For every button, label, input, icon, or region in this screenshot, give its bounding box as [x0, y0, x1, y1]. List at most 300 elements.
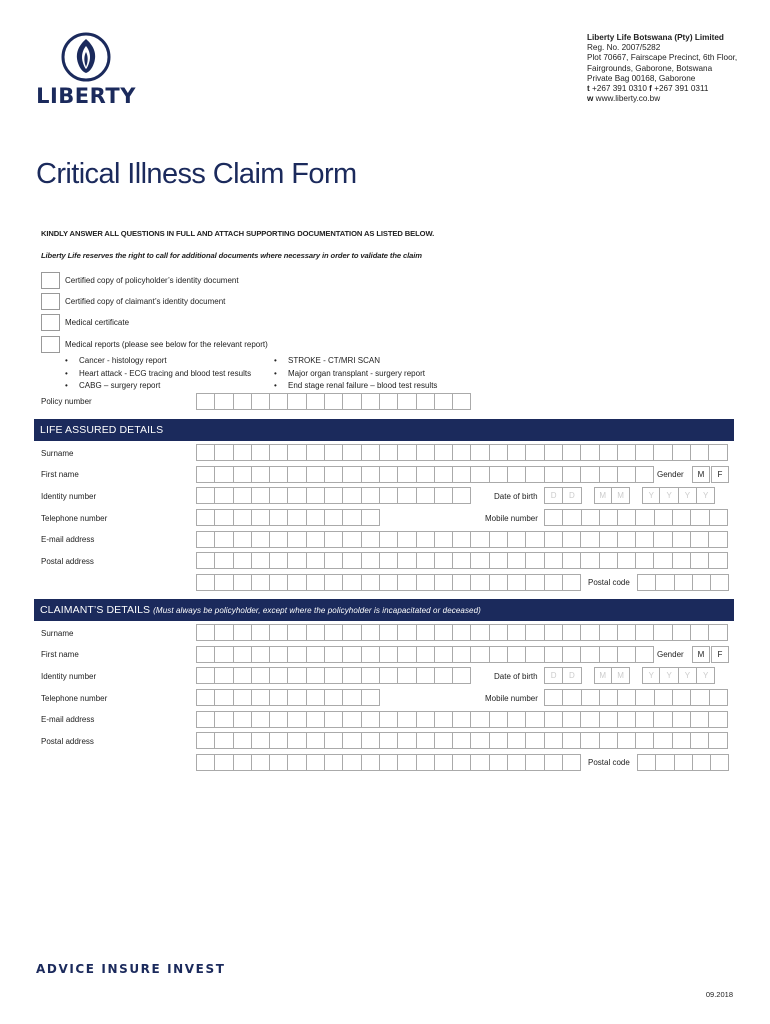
- input-cell[interactable]: [343, 646, 361, 663]
- input-cell[interactable]: [362, 711, 380, 728]
- input-cell[interactable]: [545, 574, 563, 591]
- input-cell[interactable]: [581, 466, 599, 483]
- input-cell[interactable]: [654, 444, 672, 461]
- input-cell[interactable]: [673, 531, 691, 548]
- input-cell[interactable]: [673, 689, 691, 706]
- input-cell[interactable]: [636, 466, 654, 483]
- input-cell[interactable]: [471, 552, 489, 569]
- dob-cell[interactable]: D: [563, 667, 581, 684]
- dob-cell[interactable]: M: [612, 667, 630, 684]
- input-cell[interactable]: [581, 444, 599, 461]
- input-cell[interactable]: [636, 646, 654, 663]
- input-cell[interactable]: [325, 732, 343, 749]
- la-postal-code-field[interactable]: [637, 574, 729, 591]
- input-cell[interactable]: [563, 552, 581, 569]
- input-cell[interactable]: [307, 646, 325, 663]
- input-cell[interactable]: [252, 466, 270, 483]
- input-cell[interactable]: [471, 624, 489, 641]
- input-cell[interactable]: [490, 732, 508, 749]
- input-cell[interactable]: [675, 574, 693, 591]
- input-cell[interactable]: [234, 531, 252, 548]
- input-cell[interactable]: [508, 444, 526, 461]
- input-cell[interactable]: [545, 689, 563, 706]
- input-cell[interactable]: [654, 531, 672, 548]
- input-cell[interactable]: [709, 711, 727, 728]
- input-cell[interactable]: [490, 754, 508, 771]
- dob-cell[interactable]: D: [545, 667, 563, 684]
- input-cell[interactable]: [545, 466, 563, 483]
- input-cell[interactable]: [288, 646, 306, 663]
- input-cell[interactable]: [380, 732, 398, 749]
- input-cell[interactable]: [435, 531, 453, 548]
- input-cell[interactable]: [307, 466, 325, 483]
- input-cell[interactable]: [453, 466, 471, 483]
- input-cell[interactable]: [270, 667, 288, 684]
- input-cell[interactable]: [417, 624, 435, 641]
- input-cell[interactable]: [453, 552, 471, 569]
- input-cell[interactable]: [288, 754, 306, 771]
- input-cell[interactable]: [709, 531, 727, 548]
- input-cell[interactable]: [508, 466, 526, 483]
- input-cell[interactable]: [435, 754, 453, 771]
- input-cell[interactable]: [343, 667, 361, 684]
- input-cell[interactable]: [325, 711, 343, 728]
- input-cell[interactable]: [471, 531, 489, 548]
- input-cell[interactable]: [362, 574, 380, 591]
- input-cell[interactable]: [197, 466, 215, 483]
- input-cell[interactable]: [471, 444, 489, 461]
- input-cell[interactable]: [252, 393, 270, 410]
- input-cell[interactable]: [508, 531, 526, 548]
- input-cell[interactable]: [618, 732, 636, 749]
- input-cell[interactable]: [234, 624, 252, 641]
- input-cell[interactable]: [270, 487, 288, 504]
- input-cell[interactable]: [600, 732, 618, 749]
- input-cell[interactable]: [435, 667, 453, 684]
- input-cell[interactable]: [526, 754, 544, 771]
- input-cell[interactable]: [380, 466, 398, 483]
- input-cell[interactable]: [526, 444, 544, 461]
- input-cell[interactable]: [343, 466, 361, 483]
- input-cell[interactable]: [600, 624, 618, 641]
- input-cell[interactable]: [563, 444, 581, 461]
- input-cell[interactable]: [307, 754, 325, 771]
- input-cell[interactable]: [343, 393, 361, 410]
- input-cell[interactable]: [691, 531, 709, 548]
- input-cell[interactable]: [710, 689, 728, 706]
- cl-postal-address-field[interactable]: [196, 732, 728, 749]
- input-cell[interactable]: [656, 754, 674, 771]
- dob-cell[interactable]: Y: [642, 487, 660, 504]
- input-cell[interactable]: [325, 393, 343, 410]
- input-cell[interactable]: [398, 466, 416, 483]
- input-cell[interactable]: [545, 444, 563, 461]
- input-cell[interactable]: [234, 646, 252, 663]
- input-cell[interactable]: [600, 711, 618, 728]
- input-cell[interactable]: [471, 646, 489, 663]
- input-cell[interactable]: [600, 689, 618, 706]
- input-cell[interactable]: [270, 444, 288, 461]
- input-cell[interactable]: [656, 574, 674, 591]
- input-cell[interactable]: [307, 393, 325, 410]
- input-cell[interactable]: [398, 624, 416, 641]
- input-cell[interactable]: [307, 531, 325, 548]
- input-cell[interactable]: [453, 624, 471, 641]
- input-cell[interactable]: [197, 667, 215, 684]
- input-cell[interactable]: [417, 393, 435, 410]
- input-cell[interactable]: [508, 624, 526, 641]
- input-cell[interactable]: [435, 711, 453, 728]
- input-cell[interactable]: [215, 689, 233, 706]
- input-cell[interactable]: [234, 754, 252, 771]
- input-cell[interactable]: [197, 732, 215, 749]
- la-identity-number-field[interactable]: [196, 487, 471, 504]
- input-cell[interactable]: [362, 689, 380, 706]
- input-cell[interactable]: [435, 393, 453, 410]
- input-cell[interactable]: [526, 574, 544, 591]
- input-cell[interactable]: [673, 509, 691, 526]
- input-cell[interactable]: [343, 487, 361, 504]
- input-cell[interactable]: [270, 552, 288, 569]
- input-cell[interactable]: [270, 689, 288, 706]
- input-cell[interactable]: [563, 466, 581, 483]
- input-cell[interactable]: [380, 393, 398, 410]
- checkbox-policyholder-id[interactable]: [41, 272, 60, 289]
- input-cell[interactable]: [636, 689, 654, 706]
- input-cell[interactable]: [288, 667, 306, 684]
- input-cell[interactable]: [234, 711, 252, 728]
- input-cell[interactable]: [691, 509, 709, 526]
- input-cell[interactable]: [270, 646, 288, 663]
- input-cell[interactable]: [636, 732, 654, 749]
- input-cell[interactable]: [581, 711, 599, 728]
- input-cell[interactable]: [654, 732, 672, 749]
- input-cell[interactable]: [545, 732, 563, 749]
- input-cell[interactable]: [234, 552, 252, 569]
- input-cell[interactable]: [618, 509, 636, 526]
- input-cell[interactable]: [325, 531, 343, 548]
- input-cell[interactable]: [362, 552, 380, 569]
- input-cell[interactable]: [288, 552, 306, 569]
- cl-mobile-field[interactable]: [544, 689, 728, 706]
- input-cell[interactable]: [691, 689, 709, 706]
- input-cell[interactable]: [325, 624, 343, 641]
- dob-cell[interactable]: Y: [660, 667, 678, 684]
- input-cell[interactable]: [417, 646, 435, 663]
- input-cell[interactable]: [325, 754, 343, 771]
- input-cell[interactable]: [563, 531, 581, 548]
- input-cell[interactable]: [270, 624, 288, 641]
- input-cell[interactable]: [638, 754, 656, 771]
- input-cell[interactable]: [490, 711, 508, 728]
- cl-identity-number-field[interactable]: [196, 667, 471, 684]
- input-cell[interactable]: [252, 444, 270, 461]
- input-cell[interactable]: [636, 531, 654, 548]
- input-cell[interactable]: [581, 531, 599, 548]
- dob-cell[interactable]: Y: [679, 667, 697, 684]
- input-cell[interactable]: [197, 444, 215, 461]
- input-cell[interactable]: [453, 754, 471, 771]
- input-cell[interactable]: [398, 646, 416, 663]
- input-cell[interactable]: [691, 444, 709, 461]
- dob-cell[interactable]: D: [563, 487, 581, 504]
- input-cell[interactable]: [307, 509, 325, 526]
- input-cell[interactable]: [545, 624, 563, 641]
- input-cell[interactable]: [325, 667, 343, 684]
- input-cell[interactable]: [508, 646, 526, 663]
- checkbox-medical-reports[interactable]: [41, 336, 60, 353]
- la-dob-field[interactable]: [544, 487, 715, 504]
- input-cell[interactable]: [709, 732, 727, 749]
- input-cell[interactable]: [636, 624, 654, 641]
- input-cell[interactable]: [508, 732, 526, 749]
- input-cell[interactable]: [600, 509, 618, 526]
- input-cell[interactable]: [398, 444, 416, 461]
- dob-cell[interactable]: Y: [660, 487, 678, 504]
- input-cell[interactable]: [197, 574, 215, 591]
- input-cell[interactable]: [362, 466, 380, 483]
- input-cell[interactable]: [197, 393, 215, 410]
- input-cell[interactable]: [691, 624, 709, 641]
- input-cell[interactable]: [453, 711, 471, 728]
- input-cell[interactable]: [234, 487, 252, 504]
- input-cell[interactable]: [197, 624, 215, 641]
- dob-cell[interactable]: Y: [697, 487, 715, 504]
- input-cell[interactable]: [398, 393, 416, 410]
- input-cell[interactable]: [234, 732, 252, 749]
- input-cell[interactable]: [362, 531, 380, 548]
- input-cell[interactable]: [325, 552, 343, 569]
- input-cell[interactable]: [709, 552, 727, 569]
- input-cell[interactable]: [526, 624, 544, 641]
- input-cell[interactable]: [417, 552, 435, 569]
- input-cell[interactable]: [563, 509, 581, 526]
- input-cell[interactable]: [636, 552, 654, 569]
- input-cell[interactable]: [490, 624, 508, 641]
- dob-cell[interactable]: Y: [642, 667, 660, 684]
- la-telephone-field[interactable]: [196, 509, 380, 526]
- input-cell[interactable]: [252, 574, 270, 591]
- input-cell[interactable]: [343, 574, 361, 591]
- input-cell[interactable]: [234, 509, 252, 526]
- input-cell[interactable]: [581, 552, 599, 569]
- input-cell[interactable]: [362, 732, 380, 749]
- input-cell[interactable]: [380, 552, 398, 569]
- cl-surname-field[interactable]: [196, 624, 728, 641]
- la-mobile-field[interactable]: [544, 509, 728, 526]
- input-cell[interactable]: [618, 466, 636, 483]
- input-cell[interactable]: [215, 552, 233, 569]
- input-cell[interactable]: [288, 624, 306, 641]
- input-cell[interactable]: [417, 754, 435, 771]
- input-cell[interactable]: [362, 754, 380, 771]
- input-cell[interactable]: [563, 689, 581, 706]
- input-cell[interactable]: [325, 444, 343, 461]
- input-cell[interactable]: [325, 487, 343, 504]
- input-cell[interactable]: [362, 646, 380, 663]
- input-cell[interactable]: [654, 711, 672, 728]
- input-cell[interactable]: [563, 732, 581, 749]
- input-cell[interactable]: [673, 711, 691, 728]
- input-cell[interactable]: [526, 646, 544, 663]
- input-cell[interactable]: [252, 689, 270, 706]
- input-cell[interactable]: [471, 711, 489, 728]
- input-cell[interactable]: [693, 574, 711, 591]
- input-cell[interactable]: [270, 509, 288, 526]
- input-cell[interactable]: [417, 574, 435, 591]
- gender-male-box[interactable]: M: [692, 466, 710, 483]
- input-cell[interactable]: [288, 509, 306, 526]
- input-cell[interactable]: [215, 732, 233, 749]
- input-cell[interactable]: [675, 754, 693, 771]
- input-cell[interactable]: [380, 531, 398, 548]
- input-cell[interactable]: [711, 574, 729, 591]
- input-cell[interactable]: [270, 531, 288, 548]
- input-cell[interactable]: [270, 754, 288, 771]
- input-cell[interactable]: [197, 646, 215, 663]
- input-cell[interactable]: [325, 689, 343, 706]
- la-first-name-field[interactable]: [196, 466, 654, 483]
- input-cell[interactable]: [288, 466, 306, 483]
- input-cell[interactable]: [270, 711, 288, 728]
- input-cell[interactable]: [655, 509, 673, 526]
- input-cell[interactable]: [545, 531, 563, 548]
- la-email-field[interactable]: [196, 531, 728, 548]
- input-cell[interactable]: [288, 393, 306, 410]
- input-cell[interactable]: [343, 689, 361, 706]
- input-cell[interactable]: [417, 487, 435, 504]
- input-cell[interactable]: [288, 732, 306, 749]
- input-cell[interactable]: [618, 689, 636, 706]
- input-cell[interactable]: [252, 667, 270, 684]
- input-cell[interactable]: [508, 754, 526, 771]
- input-cell[interactable]: [307, 444, 325, 461]
- input-cell[interactable]: [563, 754, 581, 771]
- checkbox-claimant-id[interactable]: [41, 293, 60, 310]
- cl-postal-address-line2-field[interactable]: [196, 754, 581, 771]
- input-cell[interactable]: [435, 624, 453, 641]
- input-cell[interactable]: [215, 624, 233, 641]
- input-cell[interactable]: [380, 444, 398, 461]
- input-cell[interactable]: [252, 711, 270, 728]
- input-cell[interactable]: [654, 552, 672, 569]
- input-cell[interactable]: [691, 711, 709, 728]
- input-cell[interactable]: [581, 624, 599, 641]
- input-cell[interactable]: [234, 393, 252, 410]
- input-cell[interactable]: [526, 466, 544, 483]
- input-cell[interactable]: [234, 466, 252, 483]
- input-cell[interactable]: [380, 574, 398, 591]
- input-cell[interactable]: [307, 711, 325, 728]
- input-cell[interactable]: [362, 509, 380, 526]
- input-cell[interactable]: [234, 574, 252, 591]
- cl-telephone-field[interactable]: [196, 689, 380, 706]
- la-surname-field[interactable]: [196, 444, 728, 461]
- input-cell[interactable]: [490, 552, 508, 569]
- input-cell[interactable]: [691, 732, 709, 749]
- input-cell[interactable]: [417, 466, 435, 483]
- dob-cell[interactable]: M: [612, 487, 630, 504]
- input-cell[interactable]: [563, 624, 581, 641]
- input-cell[interactable]: [252, 646, 270, 663]
- input-cell[interactable]: [288, 444, 306, 461]
- input-cell[interactable]: [691, 552, 709, 569]
- input-cell[interactable]: [380, 754, 398, 771]
- input-cell[interactable]: [618, 646, 636, 663]
- input-cell[interactable]: [380, 711, 398, 728]
- input-cell[interactable]: [362, 393, 380, 410]
- input-cell[interactable]: [471, 754, 489, 771]
- gender-female-box[interactable]: F: [711, 466, 729, 483]
- input-cell[interactable]: [618, 444, 636, 461]
- input-cell[interactable]: [288, 711, 306, 728]
- input-cell[interactable]: [307, 689, 325, 706]
- input-cell[interactable]: [307, 667, 325, 684]
- input-cell[interactable]: [563, 711, 581, 728]
- input-cell[interactable]: [453, 732, 471, 749]
- dob-cell[interactable]: M: [594, 487, 612, 504]
- input-cell[interactable]: [709, 624, 727, 641]
- input-cell[interactable]: [215, 444, 233, 461]
- input-cell[interactable]: [252, 624, 270, 641]
- input-cell[interactable]: [545, 509, 563, 526]
- input-cell[interactable]: [709, 444, 727, 461]
- input-cell[interactable]: [252, 509, 270, 526]
- input-cell[interactable]: [380, 487, 398, 504]
- input-cell[interactable]: [618, 552, 636, 569]
- input-cell[interactable]: [417, 531, 435, 548]
- input-cell[interactable]: [215, 487, 233, 504]
- input-cell[interactable]: [581, 646, 599, 663]
- input-cell[interactable]: [398, 531, 416, 548]
- input-cell[interactable]: [398, 487, 416, 504]
- input-cell[interactable]: [398, 732, 416, 749]
- input-cell[interactable]: [288, 531, 306, 548]
- input-cell[interactable]: [526, 531, 544, 548]
- input-cell[interactable]: [654, 624, 672, 641]
- input-cell[interactable]: [435, 574, 453, 591]
- input-cell[interactable]: [398, 711, 416, 728]
- cl-email-field[interactable]: [196, 711, 728, 728]
- input-cell[interactable]: [398, 667, 416, 684]
- input-cell[interactable]: [490, 444, 508, 461]
- input-cell[interactable]: [380, 624, 398, 641]
- policy-number-field[interactable]: [196, 393, 471, 410]
- input-cell[interactable]: [288, 487, 306, 504]
- input-cell[interactable]: [582, 689, 600, 706]
- input-cell[interactable]: [343, 509, 361, 526]
- input-cell[interactable]: [526, 732, 544, 749]
- input-cell[interactable]: [545, 552, 563, 569]
- input-cell[interactable]: [234, 689, 252, 706]
- input-cell[interactable]: [471, 574, 489, 591]
- input-cell[interactable]: [508, 552, 526, 569]
- input-cell[interactable]: [673, 552, 691, 569]
- input-cell[interactable]: [252, 754, 270, 771]
- dob-cell[interactable]: Y: [679, 487, 697, 504]
- input-cell[interactable]: [545, 754, 563, 771]
- input-cell[interactable]: [215, 393, 233, 410]
- input-cell[interactable]: [490, 531, 508, 548]
- input-cell[interactable]: [307, 732, 325, 749]
- input-cell[interactable]: [325, 646, 343, 663]
- input-cell[interactable]: [600, 552, 618, 569]
- input-cell[interactable]: [270, 574, 288, 591]
- input-cell[interactable]: [252, 531, 270, 548]
- input-cell[interactable]: [471, 732, 489, 749]
- input-cell[interactable]: [398, 754, 416, 771]
- input-cell[interactable]: [398, 552, 416, 569]
